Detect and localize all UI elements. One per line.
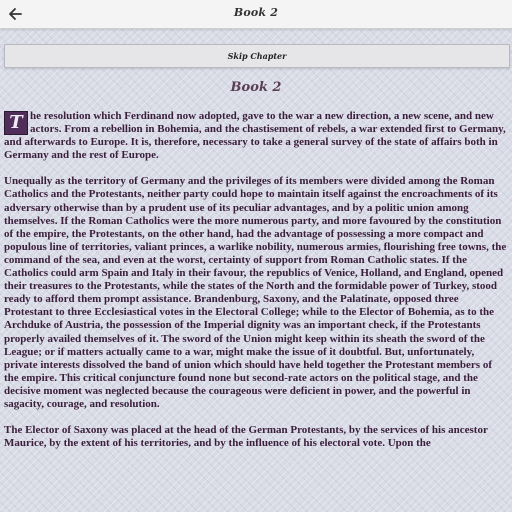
paragraph: T he resolution which Ferdinand now adopted, gave to the war a new direction, a new scene, and new actors. From a rebellion in Bohemia, and the chastisement of rebels, a war extended first to Germany, and afterwards to Europe. It is, therefore, necessary to take a general survey of the state of affairs both in Germany and the rest of Europe. <box>4 110 506 162</box>
skip-chapter-button[interactable]: Skip Chapter <box>4 44 510 68</box>
chapter-text <box>4 110 508 512</box>
dropcap-letter: T <box>4 111 28 135</box>
app-title: Book 2 <box>233 6 279 19</box>
paragraph: Unequally as the territory of Germany and the privileges of its members were divided among the Roman Catholics and the Protestants, neither party could hope to maintain itself against the encroachments of its adversary otherwise than by a prudent use of its peculiar advantages, and by a politic union among themselves. If the Roman Catholics were the more numerous party, and more favoured by the constitution of the empire, the Protestants, on the other hand, had the advantage of possessing a more compact and populous line of territories, valiant princes, a warlike nobility, numerous armies, flourishing free towns, the command of the sea, and even at the worst, certainty of support from Roman Catholic states. If the Catholics could arm Spain and Italy in their favour, the republics of Venice, Holland, and England, opened their treasures to the Protestants, while the states of the North and the formidable power of Turkey, stood ready to afford them prompt assistance. Brandenburg, Saxony, and the Palatinate, opposed three Protestant to three Ecclesiastical votes in the Electoral College; while to the Elector of Bohemia, as to the Archduke of Austria, the possession of the Imperial dignity was an important check, if the Protestants properly availed themselves of it. The sword of the Union might keep within its sheath the sword of the League; or if matters actually came to a war, might make the issue of it doubtful. But, unfortunately, private interests dissolved the band of union which should have held together the Protestant members of the empire. This critical conjuncture found none but second-rate actors on the political stage, and the decisive moment was neglected because the courageous were deficient in power, and the powerful in sagacity, courage, and resolution. <box>4 175 507 410</box>
chapter-heading: Book 2 <box>230 80 282 95</box>
app-bar <box>0 0 512 29</box>
paragraph: The Elector of Saxony was placed at the head of the German Protestants, by the services of his ancestor Maurice, by the extent of his territories, and by the influence of his electoral vote. Upon the <box>4 424 488 450</box>
